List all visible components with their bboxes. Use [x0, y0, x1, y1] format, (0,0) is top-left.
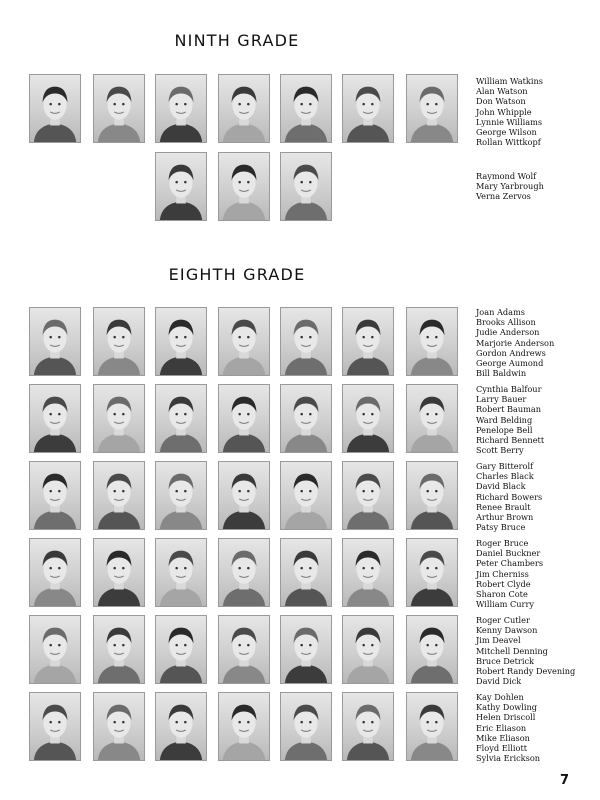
page-number: 7 [560, 773, 570, 788]
student-name: Kenny Dawson [476, 625, 538, 636]
student-portrait [218, 538, 270, 607]
student-portrait [342, 307, 394, 376]
student-portrait [218, 74, 270, 143]
student-name: Judie Anderson [476, 327, 540, 338]
student-portrait [155, 615, 207, 684]
student-portrait [93, 538, 145, 607]
student-name: Robert Clyde [476, 578, 531, 589]
student-portrait [406, 384, 458, 453]
student-name: Eric Eliason [476, 722, 527, 733]
student-name: Charles Black [476, 471, 534, 482]
student-name: Joan Adams [476, 307, 525, 317]
student-portrait [280, 692, 332, 761]
student-name: Daniel Buckner [476, 548, 541, 559]
student-portrait [218, 384, 270, 453]
student-name: Cynthia Balfour [476, 384, 542, 394]
student-name: Renee Brault [476, 501, 531, 512]
student-portrait [155, 461, 207, 530]
name-list [476, 538, 543, 609]
student-name: Lynnie Williams [476, 116, 543, 127]
student-portrait [29, 384, 81, 453]
name-list [476, 692, 540, 763]
ninth-grade-heading: NINTH GRADE [174, 31, 300, 50]
student-portrait [280, 152, 332, 221]
student-name: Arthur Brown [476, 512, 534, 523]
student-name: George Wilson [476, 127, 537, 138]
student-name: David Black [476, 481, 526, 492]
student-name: Bill Baldwin [476, 368, 527, 379]
student-name: Mitchell Denning [476, 645, 548, 656]
student-portrait [29, 692, 81, 761]
student-name: Richard Bowers [476, 491, 543, 502]
name-list [476, 171, 544, 202]
student-portrait [155, 692, 207, 761]
student-name: Patsy Bruce [476, 522, 526, 533]
student-name: Floyd Elliott [476, 743, 528, 754]
student-name: Jim Deavel [476, 635, 521, 646]
student-portrait [406, 538, 458, 607]
student-portrait [280, 307, 332, 376]
student-portrait [406, 615, 458, 684]
student-name: Roger Bruce [476, 538, 529, 548]
student-portrait [280, 538, 332, 607]
student-portrait [29, 74, 81, 143]
student-name: Helen Driscoll [476, 712, 536, 723]
student-name: Marjorie Anderson [476, 337, 555, 348]
student-portrait [93, 74, 145, 143]
student-portrait [280, 461, 332, 530]
student-portrait [280, 615, 332, 684]
student-portrait [155, 538, 207, 607]
student-name: Roger Cutler [476, 615, 530, 625]
student-name: Peter Chambers [476, 558, 544, 569]
student-name: Verna Zervos [476, 191, 531, 202]
student-name: Jim Cherniss [476, 568, 529, 579]
student-name: Mike Eliason [476, 732, 530, 743]
student-name: Scott Berry [476, 445, 524, 456]
student-portrait [93, 384, 145, 453]
student-portrait [93, 461, 145, 530]
student-name: Mary Yarbrough [476, 181, 544, 192]
student-portrait [406, 692, 458, 761]
student-portrait [155, 307, 207, 376]
student-portrait [406, 461, 458, 530]
student-portrait [218, 615, 270, 684]
student-name: Larry Bauer [476, 394, 527, 405]
student-portrait [342, 538, 394, 607]
student-name: Sharon Cote [476, 589, 528, 600]
student-portrait [406, 307, 458, 376]
student-portrait [218, 307, 270, 376]
student-portrait [155, 74, 207, 143]
student-portrait [93, 692, 145, 761]
student-name: John Whipple [476, 106, 532, 117]
student-portrait [218, 152, 270, 221]
student-name: Bruce Detrick [476, 655, 535, 666]
student-name: Brooks Allison [476, 317, 536, 328]
student-name: Robert Randy Devening [476, 666, 576, 677]
student-portrait [406, 74, 458, 143]
student-portrait [342, 615, 394, 684]
student-portrait [29, 461, 81, 530]
student-name: William Watkins [476, 76, 543, 86]
eighth-grade-heading: EIGHTH GRADE [168, 265, 306, 284]
student-name: Don Watson [476, 96, 526, 107]
student-portrait [93, 307, 145, 376]
student-name: Kathy Dowling [476, 702, 538, 713]
student-portrait [218, 461, 270, 530]
student-name: Ward Belding [476, 414, 533, 425]
student-name: William Curry [476, 599, 534, 610]
student-name: Kay Dohlen [476, 692, 524, 702]
student-portrait [155, 152, 207, 221]
student-portrait [218, 692, 270, 761]
student-name: Raymond Wolf [476, 171, 537, 181]
student-name: David Dick [476, 676, 522, 687]
student-name: George Aumond [476, 358, 544, 369]
student-portrait [280, 74, 332, 143]
student-portrait [29, 615, 81, 684]
student-name: Gary Bitterolf [476, 461, 534, 471]
student-name: Penelope Bell [476, 424, 533, 435]
name-list [476, 461, 542, 532]
name-list [476, 615, 575, 686]
student-portrait [155, 384, 207, 453]
student-portrait [29, 307, 81, 376]
student-name: Gordon Andrews [476, 347, 546, 358]
student-portrait [342, 461, 394, 530]
name-list [476, 76, 543, 147]
student-portrait [29, 538, 81, 607]
name-list [476, 307, 554, 378]
student-portrait [342, 384, 394, 453]
student-name: Sylvia Erickson [476, 753, 541, 764]
name-list [476, 384, 544, 455]
student-portrait [342, 74, 394, 143]
student-name: Richard Bennett [476, 435, 545, 446]
student-portrait [280, 384, 332, 453]
student-name: Robert Bauman [476, 404, 542, 415]
student-name: Rollan Wittkopf [476, 137, 541, 148]
student-portrait [342, 692, 394, 761]
student-name: Alan Watson [476, 86, 528, 97]
student-portrait [93, 615, 145, 684]
